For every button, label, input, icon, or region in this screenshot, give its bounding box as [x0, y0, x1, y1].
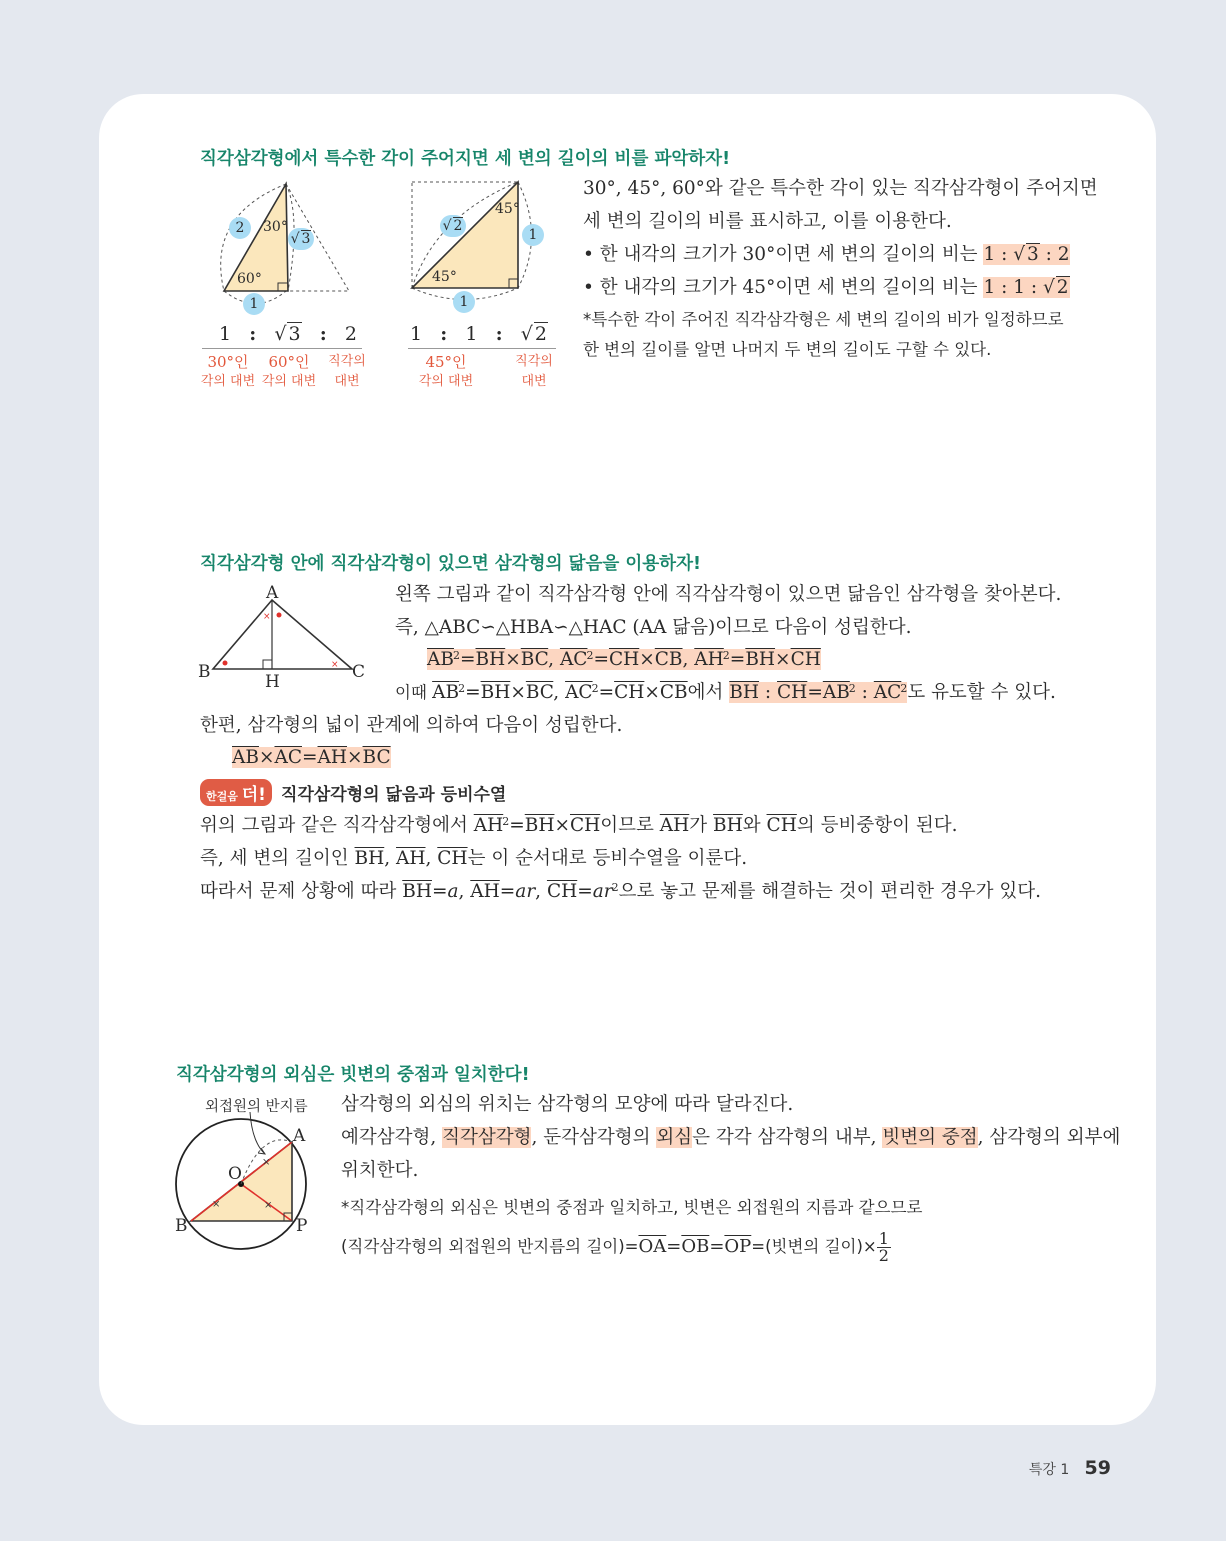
- point-A: A: [266, 583, 279, 603]
- svg-text:×: ×: [262, 1157, 271, 1168]
- svg-text:×: ×: [263, 612, 271, 622]
- s2-line5: 한편, 삼각형의 넓이 관계에 의하여 다음이 성립한다.: [200, 715, 623, 736]
- side-badge-long: √ 3: [288, 228, 314, 250]
- s1-note1: *특수한 각이 주어진 직각삼각형은 세 변의 길이의 비가 일정하므로: [583, 310, 1064, 329]
- angle-60-label: 60°: [237, 271, 262, 287]
- s1-note2: 한 변의 길이를 알면 나머지 두 변의 길이도 구할 수 있다.: [583, 340, 992, 359]
- page-footer: 특강 1 59: [1028, 1457, 1111, 1479]
- s3-line1: 삼각형의 외심의 위치는 삼각형의 모양에 따라 달라진다.: [341, 1094, 794, 1115]
- s1-bullet1: • 한 내각의 크기가 30°이면 세 변의 길이의 비는 1 : √ 3 : 2: [583, 244, 1070, 265]
- fig-caption-radius: 외접원의 반지름: [205, 1099, 308, 1115]
- s1-bullet2: • 한 내각의 크기가 45°이면 세 변의 길이의 비는 1 : 1 : √ 2: [583, 277, 1069, 298]
- label-60-opp: 60°인 각의 대변: [261, 353, 317, 389]
- point-B: B: [198, 662, 211, 682]
- angle-30-label: 30°: [263, 219, 288, 235]
- s1-line2: 세 변의 길이의 비를 표시하고, 이를 이용한다.: [583, 211, 952, 232]
- triangle-30-60-figure: [216, 176, 356, 322]
- point-H: H: [265, 672, 280, 692]
- ratio-30-60: 1 : √ 3 : 2: [219, 323, 357, 345]
- svg-text:×: ×: [264, 1200, 273, 1211]
- divider: [408, 348, 556, 350]
- s2-para3: 따라서 문제 상황에 따라 $\overline{BH}=a$, $\overline{AH}=ar$, $\overline{CH}=ar^2$으로 놓고 문제를 해결하는 것이 편리한 경우가 있다.: [200, 881, 1041, 902]
- s3-note2: (직각삼각형의 외접원의 반지름의 길이)$=\overline{OA}=\overline{OB}=\overline{OP}=$(빗변의 길이)× $\frac{1}{2}$: [341, 1229, 889, 1265]
- more-badge: 한걸음 더!: [200, 779, 272, 806]
- label-right-opp: 직각의 대변: [328, 354, 366, 389]
- s2-subhead-row: [200, 779, 506, 806]
- right-triangle-altitude-figure: [196, 582, 371, 690]
- angle-45-top: 45°: [495, 201, 520, 217]
- s3-note1: *직각삼각형의 외심은 빗변의 중점과 일치하고, 빗변은 외접원의 지름과 같으므로: [341, 1198, 923, 1217]
- point-O3: O: [228, 1164, 242, 1184]
- s3-line2: 예각삼각형, 직각삼각형, 둔각삼각형의 외심은 각각 삼각형의 내부, 빗변의 중점, 삼각형의 외부에: [341, 1127, 1121, 1148]
- divider: [202, 348, 362, 350]
- side-badge-leg-bottom: 1: [453, 291, 475, 313]
- side-badge-hyp2: √ 2: [440, 215, 466, 237]
- s2-area-formula: $\overline{AB}\times\overline{AC}=\overline{AH}\times\overline{BC}$: [232, 747, 391, 768]
- point-B3: B: [175, 1216, 188, 1236]
- page-number: 59: [1084, 1457, 1111, 1479]
- svg-text:×: ×: [331, 660, 339, 670]
- section1-heading: 직각삼각형에서 특수한 각이 주어지면 세 변의 길이의 비를 파악하자!: [200, 149, 731, 169]
- s2-para2: 즉, 세 변의 길이인 $\overline{BH}$, $\overline{AH}$, $\overline{CH}$는 이 순서대로 등비수열을 이룬다.: [200, 848, 748, 869]
- angle-45-bottom: 45°: [432, 269, 457, 285]
- s3-line3: 위치한다.: [341, 1160, 419, 1181]
- ratio-45: 1 : 1 : √ 2: [410, 323, 547, 345]
- svg-text:×: ×: [212, 1199, 221, 1210]
- s2-formula-highlight: $\overline{AB}^2=\overline{BH}\times\overline{BC}$, $\overline{AC}^2=\overline{CH}\times\overline{CB}$, $\overline{AH}^2=\overline{BH}\times\overline{CH}$: [427, 649, 821, 670]
- s2-line2: 즉, △ABC∽△HBA∽△HAC (AA 닮음)이므로 다음이 성립한다.: [395, 617, 912, 638]
- s1-line1: 30°, 45°, 60°와 같은 특수한 각이 있는 직각삼각형이 주어지면: [583, 178, 1098, 199]
- label-30-opp: 30°인 각의 대변: [200, 353, 256, 389]
- label-right-opp2: 직각의 대변: [515, 354, 553, 389]
- side-badge-leg-right: 1: [522, 224, 544, 246]
- s2-line4: 이때 $\overline{AB}^2=\overline{BH}\times\overline{BC}$, $\overline{AC}^2=\overline{CH}\times\overline{CB}$에서 $\overline{BH}$ : $\overline{CH}=\overline{AB}^2$ : $\overline{AC}^2$도 유도할 수 있다.: [395, 682, 1056, 703]
- point-A3: A: [293, 1126, 306, 1146]
- side-badge-short: 1: [243, 293, 265, 315]
- s2-para1: 위의 그림과 같은 직각삼각형에서 $\overline{AH}^2=\overline{BH}\times\overline{CH}$이므로 $\overline{AH}$가 $\overline{BH}$와 $\overline{CH}$의 등비중항이 된다.: [200, 815, 958, 836]
- s2-line1: 왼쪽 그림과 같이 직각삼각형 안에 직각삼각형이 있으면 닮음인 삼각형을 찾아본다.: [395, 584, 1062, 605]
- section3-heading: 직각삼각형의 외심은 빗변의 중점과 일치한다!: [176, 1065, 530, 1085]
- section2-heading: 직각삼각형 안에 직각삼각형이 있으면 삼각형의 닮음을 이용하자!: [200, 554, 701, 574]
- point-C: C: [352, 662, 366, 682]
- point-P3: P: [296, 1216, 308, 1236]
- s2-subhead: 직각삼각형의 닮음과 등비수열: [281, 785, 507, 805]
- label-45-opp: 45°인 각의 대변: [418, 353, 474, 389]
- side-badge-hyp: 2: [229, 217, 251, 239]
